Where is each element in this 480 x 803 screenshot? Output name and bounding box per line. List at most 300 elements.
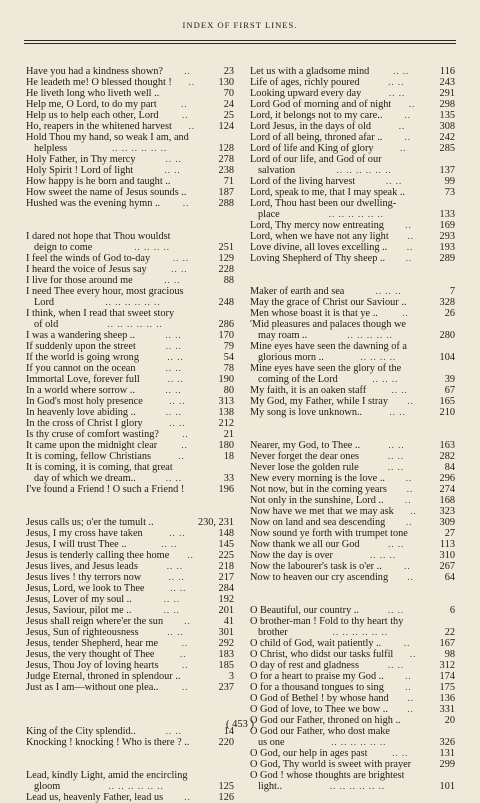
- entry-leader-dots: ..: [181, 682, 189, 692]
- index-entry: [250, 770, 455, 781]
- entry-leader-dots: .. ..: [171, 264, 188, 274]
- index-entry: [26, 77, 234, 88]
- entry-leader-dots: ..: [405, 495, 412, 505]
- index-entry: [26, 627, 234, 638]
- index-entry: [26, 583, 234, 594]
- entry-leader-dots: ..: [406, 242, 414, 252]
- index-entry: [26, 781, 234, 792]
- entry-first-line: I feel the winds of God to-day: [26, 253, 151, 264]
- entry-hymn-number: 168: [439, 495, 455, 506]
- entry-first-line: Mine eyes have seen the dawning of a: [250, 341, 407, 352]
- entry-hymn-number: 175: [439, 682, 455, 693]
- index-entry: [26, 462, 234, 473]
- entry-hymn-number: 136: [439, 693, 455, 704]
- entry-first-line: Help us to help each other, Lord: [26, 110, 159, 121]
- entry-first-line: Lord, it belongs not to my care..: [250, 110, 383, 121]
- entry-hymn-number: 7: [449, 286, 455, 297]
- entry-first-line: O God ! whose thoughts are brightest: [250, 770, 405, 781]
- entry-first-line: My faith, it is an oaken staff: [250, 385, 367, 396]
- entry-first-line: of old: [34, 319, 59, 330]
- entry-first-line: King of the City splendid..: [26, 726, 136, 737]
- entry-first-line: Holy Spirit ! Lord of light: [26, 165, 134, 176]
- entry-first-line: Now to heaven our cry ascending: [250, 572, 389, 583]
- entry-leader-dots: ..: [405, 473, 413, 483]
- index-entry: [26, 440, 234, 451]
- index-entry: [250, 385, 455, 396]
- entry-hymn-number: 291: [439, 88, 455, 99]
- entry-hymn-number: 299: [439, 759, 455, 770]
- entry-leader-dots: ..: [403, 638, 411, 648]
- entry-hymn-number: 104: [439, 352, 455, 363]
- entry-first-line: Knocking ! knocking ! Who is there ? ..: [26, 737, 190, 748]
- entry-hymn-number: 133: [439, 209, 455, 220]
- entry-leader-dots: .. ..: [172, 253, 190, 263]
- index-entry: [26, 330, 234, 341]
- entry-first-line: Lord of our life, and God of our: [250, 154, 382, 165]
- index-entry: [26, 605, 234, 616]
- entry-leader-dots: .. .. ..: [369, 550, 396, 560]
- entry-first-line: day of which we dream..: [34, 473, 136, 484]
- entry-hymn-number: 25: [223, 110, 234, 121]
- entry-leader-dots: ..: [184, 66, 191, 76]
- entry-hymn-number: 116: [439, 66, 455, 77]
- entry-first-line: How happy is he born and taught ..: [26, 176, 171, 187]
- index-entry: [26, 396, 234, 407]
- entry-leader-dots: .. ..: [168, 572, 185, 582]
- entry-first-line: Holy Father, in Thy mercy: [26, 154, 136, 165]
- index-entry: [250, 209, 455, 220]
- index-entry: [26, 99, 234, 110]
- index-entry: [26, 110, 234, 121]
- entry-hymn-number: 6: [449, 605, 455, 616]
- entry-hymn-number: 284: [218, 583, 234, 594]
- entry-leader-dots: ..: [410, 506, 417, 516]
- entry-first-line: O Beautiful, our country ..: [250, 605, 359, 616]
- entry-hymn-number: 54: [223, 352, 234, 363]
- entry-hymn-number: 230, 231: [197, 517, 234, 528]
- header-rule-bottom: [24, 43, 456, 44]
- entry-first-line: O day of rest and gladness: [250, 660, 359, 671]
- index-entry: [250, 110, 455, 121]
- entry-hymn-number: 20: [444, 715, 455, 726]
- entry-first-line: O for a thousand tongues to sing: [250, 682, 384, 693]
- entry-leader-dots: .. ..: [165, 341, 183, 351]
- entry-leader-dots: ..: [182, 110, 189, 120]
- entry-first-line: gloom: [34, 781, 61, 792]
- entry-first-line: It is coming, fellow Christians: [26, 451, 151, 462]
- entry-leader-dots: .. ..: [387, 462, 404, 472]
- index-entry: [250, 671, 455, 682]
- blank-line: [26, 220, 234, 231]
- index-entry: [26, 418, 234, 429]
- blank-line: [26, 759, 234, 770]
- entry-hymn-number: 125: [218, 781, 234, 792]
- entry-leader-dots: .. ..: [388, 539, 405, 549]
- index-entry: [250, 660, 455, 671]
- entry-leader-dots: ..: [402, 308, 409, 318]
- index-entry: [26, 528, 234, 539]
- entry-first-line: Lord, when we have not any light: [250, 231, 389, 242]
- entry-leader-dots: ..: [407, 693, 415, 703]
- index-entry: [250, 693, 455, 704]
- entry-leader-dots: .. ..: [164, 165, 181, 175]
- entry-leader-dots: .. ..: [165, 154, 182, 164]
- entry-hymn-number: 308: [439, 121, 455, 132]
- entry-hymn-number: 296: [439, 473, 455, 484]
- index-entry: [26, 154, 234, 165]
- index-entry: [250, 341, 455, 352]
- index-entry: [250, 352, 455, 363]
- entry-first-line: In God's most holy presence: [26, 396, 143, 407]
- entry-first-line: Help me, O Lord, to do my part: [26, 99, 157, 110]
- entry-hymn-number: 310: [439, 550, 455, 561]
- index-entry: [26, 165, 234, 176]
- index-entry: [250, 781, 455, 792]
- index-entry: [26, 341, 234, 352]
- entry-hymn-number: 288: [218, 198, 234, 209]
- index-entry: [26, 242, 234, 253]
- entry-leader-dots: .. ..: [167, 627, 184, 637]
- entry-first-line: Jesus, Saviour, pilot me ..: [26, 605, 132, 616]
- entry-first-line: In heavenly love abiding ..: [26, 407, 136, 418]
- index-entry: [250, 495, 455, 506]
- entry-hymn-number: 309: [439, 517, 455, 528]
- entry-first-line: may roam ..: [258, 330, 308, 341]
- entry-first-line: Never lose the golden rule: [250, 462, 359, 473]
- entry-hymn-number: 126: [218, 792, 234, 803]
- entry-first-line: salvation: [258, 165, 296, 176]
- entry-hymn-number: 138: [218, 407, 234, 418]
- entry-hymn-number: 282: [439, 451, 455, 462]
- entry-leader-dots: .. .. .. .. .. ..: [336, 165, 392, 175]
- entry-first-line: May the grace of Christ our Saviour ..: [250, 297, 407, 308]
- entry-first-line: Lord, speak to me, that I may speak ..: [250, 187, 405, 198]
- entry-hymn-number: 193: [439, 242, 455, 253]
- entry-first-line: glorious morn ..: [258, 352, 324, 363]
- entry-hymn-number: 286: [218, 319, 234, 330]
- index-entry: [26, 792, 234, 803]
- entry-first-line: If suddenly upon the street: [26, 341, 136, 352]
- entry-first-line: Now on land and sea descending: [250, 517, 386, 528]
- index-entry: [250, 748, 455, 759]
- entry-hymn-number: 218: [218, 561, 234, 572]
- entry-first-line: Now the labourer's task is o'er ..: [250, 561, 382, 572]
- entry-leader-dots: .. ..: [165, 473, 183, 483]
- entry-hymn-number: 180: [218, 440, 234, 451]
- entry-leader-dots: .. ..: [388, 77, 405, 87]
- entry-hymn-number: 201: [218, 605, 234, 616]
- entry-first-line: If the world is going wrong: [26, 352, 139, 363]
- index-entry: [250, 374, 455, 385]
- entry-hymn-number: 26: [444, 308, 455, 319]
- entry-first-line: Not only in the sunshine, Lord ..: [250, 495, 384, 506]
- entry-leader-dots: .. .. .. .. .. ..: [105, 297, 161, 307]
- entry-leader-dots: .. .. .. .. .. ..: [328, 209, 384, 219]
- entry-first-line: O child of God, wait patiently ..: [250, 638, 382, 649]
- index-entry: [250, 286, 455, 297]
- entry-first-line: Hushed was the evening hymn ..: [26, 198, 161, 209]
- entry-first-line: I was a wandering sheep ..: [26, 330, 135, 341]
- index-column-left: [26, 66, 234, 803]
- index-entry: [250, 154, 455, 165]
- entry-leader-dots: .. ..: [170, 583, 187, 593]
- entry-hymn-number: 170: [218, 330, 234, 341]
- entry-hymn-number: 148: [218, 528, 234, 539]
- entry-first-line: Mine eyes have seen the glory of the: [250, 363, 402, 374]
- entry-first-line: I need Thee every hour, most gracious: [26, 286, 184, 297]
- index-entry: [26, 407, 234, 418]
- entry-leader-dots: .. ..: [388, 88, 406, 98]
- entry-hymn-number: 292: [218, 638, 234, 649]
- blank-line: [250, 275, 455, 286]
- entry-hymn-number: 210: [439, 407, 455, 418]
- entry-first-line: Jesus calls us; o'er the tumult ..: [26, 517, 154, 528]
- entry-leader-dots: .. ..: [165, 330, 182, 340]
- entry-leader-dots: .. ..: [169, 418, 186, 428]
- entry-leader-dots: .. .. .. .. ..: [347, 330, 393, 340]
- entry-first-line: Jesus lives, and Jesus leads: [26, 561, 138, 572]
- index-entry: [26, 374, 234, 385]
- entry-leader-dots: .. .. .. .. .. ..: [107, 319, 163, 329]
- index-entry: [250, 132, 455, 143]
- entry-hymn-number: 79: [223, 341, 234, 352]
- entry-leader-dots: .. ..: [163, 594, 181, 604]
- blank-line: [250, 264, 455, 275]
- entry-first-line: He leadeth me! O blessed thought !: [26, 77, 172, 88]
- entry-first-line: Jesus, the very thought of Thee: [26, 649, 155, 660]
- entry-leader-dots: .. .. ..: [372, 374, 399, 384]
- index-entry: [250, 407, 455, 418]
- entry-hymn-number: 174: [439, 671, 455, 682]
- index-entry: [26, 319, 234, 330]
- index-entry: [26, 253, 234, 264]
- entry-first-line: Life of ages, richly poured: [250, 77, 360, 88]
- entry-hymn-number: 243: [439, 77, 455, 88]
- entry-leader-dots: ..: [181, 99, 188, 109]
- index-entry: [26, 352, 234, 363]
- entry-hymn-number: 124: [218, 121, 234, 132]
- index-entry: [250, 517, 455, 528]
- entry-first-line: Lord God of morning and of night: [250, 99, 392, 110]
- blank-line: [26, 506, 234, 517]
- entry-leader-dots: ..: [407, 704, 414, 714]
- entry-hymn-number: 169: [439, 220, 455, 231]
- entry-first-line: Let us with a gladsome mind: [250, 66, 370, 77]
- entry-hymn-number: 27: [444, 528, 455, 539]
- index-entry: [250, 396, 455, 407]
- entry-first-line: I live for those around me: [26, 275, 133, 286]
- entry-first-line: brother: [258, 627, 288, 638]
- entry-hymn-number: 33: [223, 473, 234, 484]
- index-entry: [250, 649, 455, 660]
- entry-first-line: I dared not hope that Thou wouldst: [26, 231, 171, 242]
- entry-hymn-number: 251: [218, 242, 234, 253]
- entry-hymn-number: 24: [223, 99, 234, 110]
- entry-first-line: Have you had a kindness shown?: [26, 66, 163, 77]
- entry-hymn-number: 129: [218, 253, 234, 264]
- entry-hymn-number: 313: [218, 396, 234, 407]
- entry-leader-dots: .. .. .. .. .. ..: [111, 143, 168, 153]
- entry-hymn-number: 18: [223, 451, 234, 462]
- entry-first-line: Now have we met that we may ask: [250, 506, 394, 517]
- entry-leader-dots: .. .. .. ..: [134, 242, 171, 252]
- entry-first-line: Lord, Thy mercy now entreating: [250, 220, 384, 231]
- entry-leader-dots: .. ..: [389, 407, 406, 417]
- entry-first-line: O God our Father, throned on high ..: [250, 715, 401, 726]
- entry-hymn-number: 165: [439, 396, 455, 407]
- entry-first-line: My God, my Father, while I stray: [250, 396, 389, 407]
- blank-line: [250, 418, 455, 429]
- entry-hymn-number: 131: [439, 748, 455, 759]
- entry-first-line: Nearer, my God, to Thee ..: [250, 440, 361, 451]
- entry-hymn-number: 225: [218, 550, 234, 561]
- index-entry: [250, 627, 455, 638]
- blank-line: [26, 748, 234, 759]
- index-entry: [250, 638, 455, 649]
- entry-first-line: Lead us, heavenly Father, lead us: [26, 792, 164, 803]
- entry-first-line: It came upon the midnight clear: [26, 440, 158, 451]
- index-entry: [250, 682, 455, 693]
- index-entry: [26, 473, 234, 484]
- entry-leader-dots: ..: [407, 231, 415, 241]
- index-entry: [26, 143, 234, 154]
- entry-leader-dots: .. ..: [167, 374, 185, 384]
- index-entry: [26, 132, 234, 143]
- entry-first-line: us one: [258, 737, 285, 748]
- index-entry: [250, 176, 455, 187]
- index-entry: [26, 264, 234, 275]
- entry-leader-dots: ..: [405, 682, 412, 692]
- entry-leader-dots: ..: [187, 550, 194, 560]
- index-entry: [26, 66, 234, 77]
- index-entry: [250, 308, 455, 319]
- index-entry: [250, 66, 455, 77]
- index-entry: [250, 220, 455, 231]
- entry-first-line: Looking upward every day: [250, 88, 362, 99]
- index-entry: [26, 451, 234, 462]
- entry-hymn-number: 301: [218, 627, 234, 638]
- index-entry: [250, 253, 455, 264]
- index-entry: [26, 176, 234, 187]
- entry-leader-dots: ..: [405, 220, 412, 230]
- entry-hymn-number: 298: [439, 99, 455, 110]
- entry-hymn-number: 88: [223, 275, 234, 286]
- index-entry: [26, 660, 234, 671]
- entry-first-line: It is coming, it is coming, that great: [26, 462, 173, 473]
- index-entry: [250, 473, 455, 484]
- entry-hymn-number: 280: [439, 330, 455, 341]
- entry-leader-dots: ..: [406, 484, 414, 494]
- index-entry: [250, 440, 455, 451]
- index-entry: [250, 363, 455, 374]
- entry-hymn-number: 187: [218, 187, 234, 198]
- entry-first-line: Is thy cruse of comfort wasting?: [26, 429, 159, 440]
- entry-hymn-number: 183: [218, 649, 234, 660]
- entry-first-line: helpless: [34, 143, 68, 154]
- index-entry: [250, 143, 455, 154]
- entry-leader-dots: .. ..: [163, 605, 180, 615]
- entry-leader-dots: .. ..: [164, 275, 181, 285]
- entry-leader-dots: .. ..: [169, 528, 186, 538]
- entry-leader-dots: .. .. .. .. .. ..: [331, 737, 387, 747]
- index-entry: [26, 616, 234, 627]
- entry-hymn-number: 228: [218, 264, 234, 275]
- entry-hymn-number: 21: [223, 429, 234, 440]
- index-entry: [250, 528, 455, 539]
- entry-hymn-number: 238: [218, 165, 234, 176]
- index-entry: [26, 187, 234, 198]
- index-entry: [250, 759, 455, 770]
- blank-line: [250, 594, 455, 605]
- index-entry: [26, 550, 234, 561]
- index-entry: [26, 638, 234, 649]
- index-entry: [250, 99, 455, 110]
- entry-leader-dots: .. ..: [167, 352, 184, 362]
- entry-first-line: Loving Shepherd of Thy sheep ..: [250, 253, 386, 264]
- index-entry: [250, 704, 455, 715]
- index-entry: [26, 231, 234, 242]
- index-entry: [250, 88, 455, 99]
- entry-hymn-number: 23: [223, 66, 234, 77]
- entry-first-line: Lead, kindly Light, amid the encircling: [26, 770, 188, 781]
- entry-hymn-number: 80: [223, 385, 234, 396]
- index-column-right: [250, 66, 455, 792]
- entry-first-line: O brother-man ! Fold to thy heart thy: [250, 616, 404, 627]
- index-entry: [250, 572, 455, 583]
- entry-first-line: My song is love unknown..: [250, 407, 363, 418]
- index-entry: [26, 198, 234, 209]
- entry-leader-dots: .. ..: [165, 363, 182, 373]
- page-header: INDEX OF FIRST LINES.: [182, 20, 298, 30]
- entry-first-line: Love divine, all loves excelling ..: [250, 242, 388, 253]
- index-entry: [26, 297, 234, 308]
- entry-hymn-number: 163: [439, 440, 455, 451]
- index-entry: [250, 231, 455, 242]
- index-entry: [250, 198, 455, 209]
- entry-leader-dots: .. .. .. .. .. ..: [332, 627, 388, 637]
- entry-leader-dots: .. ..: [388, 440, 405, 450]
- entry-first-line: Judge Eternal, throned in splendour ..: [26, 671, 181, 682]
- entry-hymn-number: 84: [444, 462, 455, 473]
- index-entry: [250, 484, 455, 495]
- blank-line: [250, 429, 455, 440]
- entry-leader-dots: .. ..: [387, 660, 405, 670]
- index-entry: [26, 286, 234, 297]
- entry-hymn-number: 64: [444, 572, 455, 583]
- entry-hymn-number: 41: [223, 616, 234, 627]
- index-entry: [26, 88, 234, 99]
- entry-hymn-number: 39: [444, 374, 455, 385]
- blank-line: [250, 583, 455, 594]
- entry-hymn-number: 3: [228, 671, 234, 682]
- entry-hymn-number: 145: [218, 539, 234, 550]
- entry-first-line: Jesus, I will trust Thee ..: [26, 539, 127, 550]
- entry-leader-dots: .. ..: [391, 385, 408, 395]
- entry-first-line: I've found a Friend ! O such a Friend !: [26, 484, 185, 495]
- entry-hymn-number: 14: [223, 726, 234, 737]
- entry-first-line: Never forget the dear ones: [250, 451, 360, 462]
- entry-hymn-number: 130: [218, 77, 234, 88]
- entry-hymn-number: 242: [439, 132, 455, 143]
- blank-line: [26, 209, 234, 220]
- entry-hymn-number: 217: [218, 572, 234, 583]
- entry-first-line: Jesus, Lord, we look to Thee: [26, 583, 145, 594]
- index-entry: [26, 770, 234, 781]
- entry-leader-dots: ..: [407, 572, 414, 582]
- entry-leader-dots: ..: [182, 198, 190, 208]
- entry-hymn-number: 293: [439, 231, 455, 242]
- entry-first-line: O God of love, to Thee we bow ..: [250, 704, 388, 715]
